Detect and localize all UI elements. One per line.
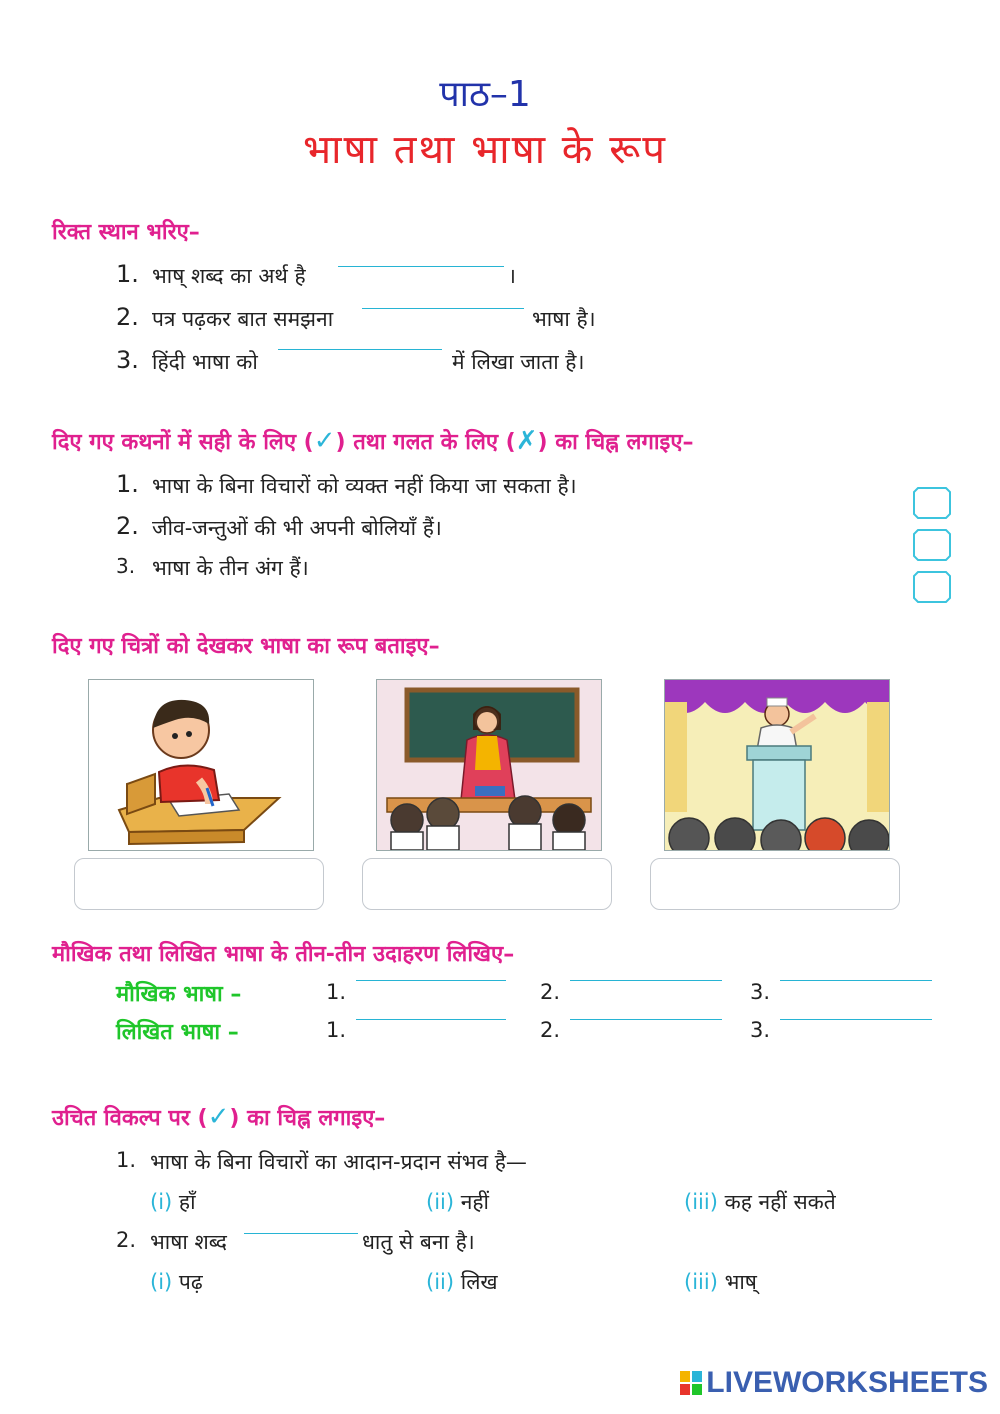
answer-blank[interactable]	[780, 980, 932, 981]
item-number: 2.	[116, 303, 139, 331]
section-examples-heading: मौखिक तथा लिखित भाषा के तीन-तीन उदाहरण लिखिए–	[52, 942, 515, 967]
answer-blank[interactable]	[570, 980, 722, 981]
item-number: 2.	[116, 1228, 137, 1252]
liveworksheets-logo-icon	[680, 1371, 702, 1395]
question-text: हिंदी भाषा को	[152, 350, 258, 374]
question-text-end: भाषा है।	[532, 307, 596, 331]
page-title: भाषा तथा भाषा के रूप	[302, 127, 668, 173]
question-text: भाष् शब्द का अर्थ है	[152, 264, 306, 288]
item-number: 3.	[116, 554, 136, 578]
question-text: भाषा शब्द	[150, 1230, 227, 1254]
item-number: 3.	[116, 346, 139, 374]
answer-blank[interactable]	[278, 349, 442, 350]
answer-blank[interactable]	[780, 1019, 932, 1020]
answer-blank[interactable]	[338, 266, 504, 267]
item-number: 2.	[116, 512, 139, 540]
item-number: 3.	[750, 980, 771, 1004]
answer-blank[interactable]	[570, 1019, 722, 1020]
cross-icon: ✗	[515, 426, 538, 456]
boy-writing-image	[88, 679, 314, 851]
answer-blank[interactable]	[356, 980, 506, 981]
question-text-end: ।	[508, 264, 516, 288]
section-mcq-heading: उचित विकल्प पर (✓) का चिह्न लगाइए–	[52, 1102, 386, 1132]
item-number: 2.	[540, 1018, 561, 1042]
tick-icon: ✓	[313, 426, 336, 456]
item-number: 1.	[326, 1018, 347, 1042]
statement-text: भाषा के बिना विचारों को व्यक्त नहीं किया जा सकता है।	[152, 474, 577, 498]
statement-text: भाषा के तीन अंग हैं।	[152, 556, 309, 580]
section-fill-blanks-heading: रिक्त स्थान भरिए–	[52, 220, 200, 245]
question-text-end: में लिखा जाता है।	[452, 350, 585, 374]
option-a[interactable]: (i) हाँ	[150, 1190, 196, 1214]
written-language-label: लिखित भाषा –	[116, 1020, 239, 1045]
answer-blank[interactable]	[244, 1233, 358, 1234]
option-b[interactable]: (ii) नहीं	[426, 1190, 489, 1214]
oral-language-label: मौखिक भाषा –	[116, 982, 242, 1007]
question-text: पत्र पढ़कर बात समझना	[152, 307, 334, 331]
question-text: भाषा के बिना विचारों का आदान-प्रदान संभव है—	[150, 1150, 527, 1174]
item-number: 1.	[326, 980, 347, 1004]
item-number: 3.	[750, 1018, 771, 1042]
item-number: 1.	[116, 1148, 137, 1172]
answer-blank[interactable]	[362, 308, 524, 309]
option-c[interactable]: (iii) भाष्	[684, 1270, 757, 1294]
picture-answer-box-2[interactable]	[362, 858, 612, 910]
liveworksheets-logo: LIVEWORKSHEETS	[680, 1366, 988, 1400]
section-true-false-heading: दिए गए कथनों में सही के लिए (✓) तथा गलत के लिए (✗) का चिह्न लगाइए–	[52, 426, 694, 456]
item-number: 1.	[116, 260, 139, 288]
answer-boxes[interactable]	[910, 484, 956, 606]
option-b[interactable]: (ii) लिख	[426, 1270, 498, 1294]
section-pictures-heading: दिए गए चित्रों को देखकर भाषा का रूप बताइए–	[52, 634, 440, 659]
item-number: 1.	[116, 470, 139, 498]
lesson-number: पाठ–1	[439, 74, 531, 115]
speech-podium-image	[664, 679, 890, 851]
option-a[interactable]: (i) पढ़	[150, 1270, 203, 1294]
answer-blank[interactable]	[356, 1019, 506, 1020]
picture-answer-box-3[interactable]	[650, 858, 900, 910]
item-number: 2.	[540, 980, 561, 1004]
teacher-classroom-image	[376, 679, 602, 851]
option-c[interactable]: (iii) कह नहीं सकते	[684, 1190, 836, 1214]
tick-icon: ✓	[207, 1102, 230, 1132]
statement-text: जीव-जन्तुओं की भी अपनी बोलियाँ हैं।	[152, 516, 442, 540]
question-text-end: धातु से बना है।	[362, 1230, 475, 1254]
picture-answer-box-1[interactable]	[74, 858, 324, 910]
